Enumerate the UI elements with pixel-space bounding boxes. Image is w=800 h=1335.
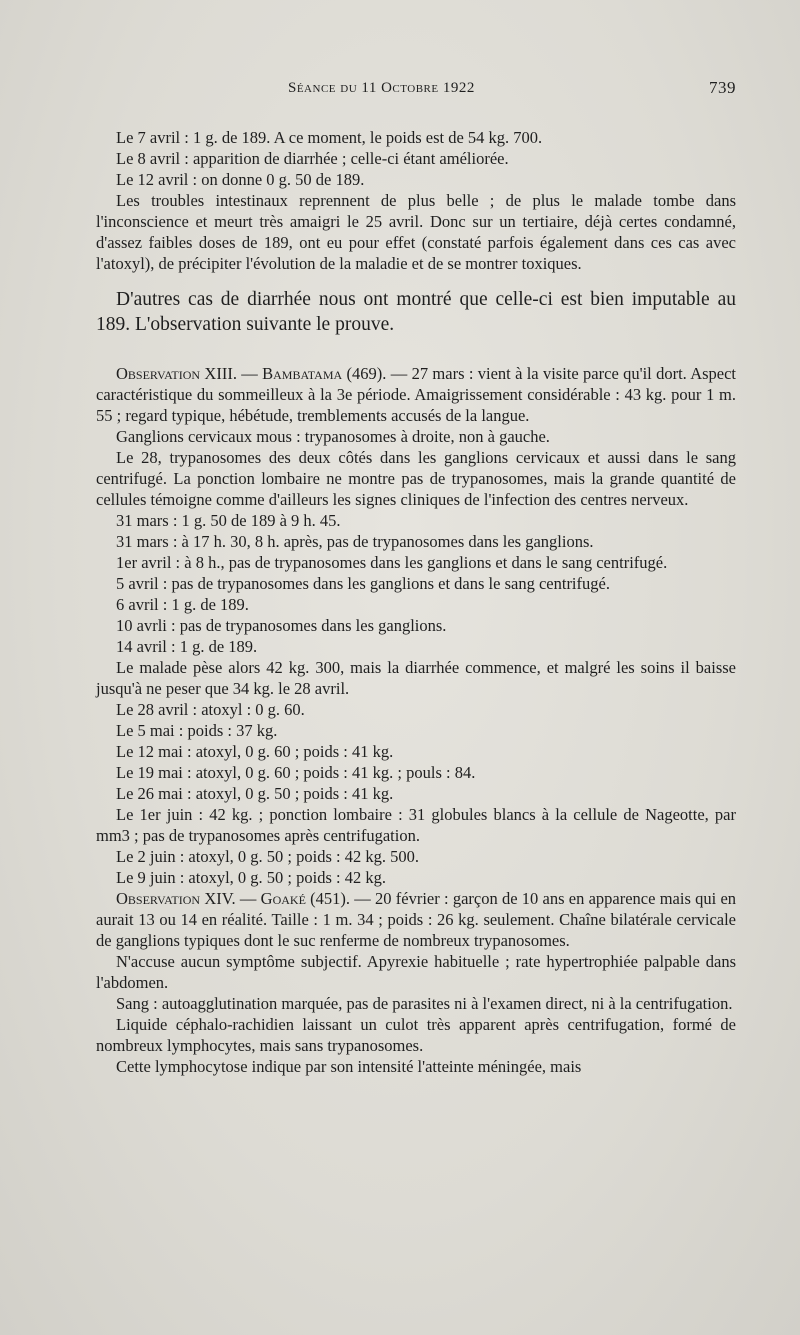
running-title: Séance du 11 Octobre 1922: [288, 80, 475, 96]
paragraph: 1er avril : à 8 h., pas de trypanosomes dans les ganglions et dans le sang centrifugé.: [116, 553, 668, 572]
patient-name: Bambatama: [262, 364, 343, 383]
paragraph: Le 19 mai : atoxyl, 0 g. 60 ; poids : 41 kg. ; pouls : 84.: [116, 763, 476, 782]
paragraph: Le malade pèse alors 42 kg. 300, mais la diarrhée commence, et malgré les soins il baisse jusqu'à ne peser que 34 kg. le 28 avril.: [96, 658, 736, 698]
paragraph: 14 avril : 1 g. de 189.: [116, 637, 258, 656]
paragraph: Liquide céphalo-rachidien laissant un culot très apparent après centrifugation, formé de nombreux lymphocytes, mais sans trypanosomes.: [96, 1015, 736, 1055]
paragraph: Cette lymphocytose indique par son intensité l'atteinte méningée, mais: [116, 1057, 582, 1076]
paragraph: Le 28 avril : atoxyl : 0 g. 60.: [116, 700, 305, 719]
running-header: [0, 76, 800, 102]
patient-number: (451).: [310, 889, 351, 908]
paragraph: 10 avrli : pas de trypanosomes dans les ganglions.: [116, 616, 447, 635]
patient-number: (469).: [346, 364, 387, 383]
paragraph: Le 7 avril : 1 g. de 189. A ce moment, le poids est de 54 kg. 700.: [116, 128, 543, 147]
observation-xiii-paragraph: Observation XIII. — Bambatama (469). — 27 mars : vient à la visite parce qu'il dort. Aspect caractéristique du sommeilleux à la 3e période. Amaigrissement considérable : 43 kg. pour 1 m. 55 ; regard typique, hébétude, tremblements accusés de la langue.: [96, 364, 737, 425]
paragraph: 31 mars : à 17 h. 30, 8 h. après, pas de trypanosomes dans les ganglions.: [116, 532, 594, 551]
page-number: 739: [709, 78, 736, 97]
paragraph: Le 12 mai : atoxyl, 0 g. 60 ; poids : 41 kg.: [116, 742, 394, 761]
paragraph: Le 26 mai : atoxyl, 0 g. 50 ; poids : 41 kg.: [116, 784, 394, 803]
paragraph: Le 8 avril : apparition de diarrhée ; celle-ci étant améliorée.: [116, 149, 509, 168]
paragraph: 5 avril : pas de trypanosomes dans les ganglions et dans le sang centrifugé.: [116, 574, 610, 593]
observation-xiv-paragraph: Observation XIV. — Goaké (451). — 20 février : garçon de 10 ans en apparence mais qui en aurait 13 ou 14 en réalité. Taille : 1 m. 34 ; poids : 26 kg. seulement. Chaîne bilatérale cervicale de ganglions typiques dont le suc renferme de nombreux trypanosomes.: [96, 889, 737, 950]
paragraph: 31 mars : 1 g. 50 de 189 à 9 h. 45.: [116, 511, 341, 530]
observation-text: — 20 février : garçon de 10 ans en apparence mais qui en aurait 13 ou 14 en réalité. Taille : 1 m. 34 ; poids : 26 kg. seulement. Chaîne bilatérale cervicale de ganglions typiques dont le suc renferme de nombreux trypanosomes.: [96, 889, 737, 950]
observation-text: — 27 mars : vient à la visite parce qu'il dort. Aspect caractéristique du sommeilleux à la 3e période. Amaigrissement considérable : 43 kg. pour 1 m. 55 ; regard typique, hébétude, tremblements accusés de la langue.: [96, 364, 737, 425]
paragraph: Le 1er juin : 42 kg. ; ponction lombaire : 31 globules blancs à la cellule de Nageotte, par mm3 ; pas de trypanosomes après centrifugation.: [96, 805, 736, 845]
paragraph: Le 9 juin : atoxyl, 0 g. 50 ; poids : 42 kg.: [116, 868, 386, 887]
paragraph: Le 12 avril : on donne 0 g. 50 de 189.: [116, 170, 365, 189]
paragraph: N'accuse aucun symptôme subjectif. Apyrexie habituelle ; rate hypertrophiée palpable dans l'abdomen.: [96, 952, 736, 992]
paragraph: Le 2 juin : atoxyl, 0 g. 50 ; poids : 42 kg. 500.: [116, 847, 419, 866]
text-body: [96, 127, 736, 1077]
paragraph: Ganglions cervicaux mous : trypanosomes à droite, non à gauche.: [116, 427, 550, 446]
paragraph: 6 avril : 1 g. de 189.: [116, 595, 249, 614]
paragraph: Les troubles intestinaux reprennent de plus belle ; de plus le malade tombe dans l'inconscience et meurt très amaigri le 25 avril. Donc sur un tertiaire, déjà certes condamné, d'assez faibles doses de 189, ont eu pour effet (constaté parfois également dans ces cas avec l'atoxyl), de précipiter l'évolution de la maladie et de se montrer toxiques.: [96, 191, 736, 273]
paragraph: Sang : autoagglutination marquée, pas de parasites ni à l'examen direct, ni à la centrifugation.: [116, 994, 733, 1013]
paragraph: Le 5 mai : poids : 37 kg.: [116, 721, 278, 740]
paragraph: Le 28, trypanosomes des deux côtés dans les ganglions cervicaux et aussi dans le sang centrifugé. La ponction lombaire ne montre pas de trypanosomes, mais la grande quantité de cellules témoigne comme d'ailleurs les signes cliniques de l'infection des centres nerveux.: [96, 448, 736, 509]
observation-label: Observation XIV.: [116, 889, 236, 908]
patient-name: Goaké: [260, 889, 306, 908]
large-paragraph: D'autres cas de diarrhée nous ont montré que celle-ci est bien imputable au 189. L'observation suivante le prouve.: [96, 289, 736, 335]
observation-label: Observation XIII.: [116, 364, 237, 383]
